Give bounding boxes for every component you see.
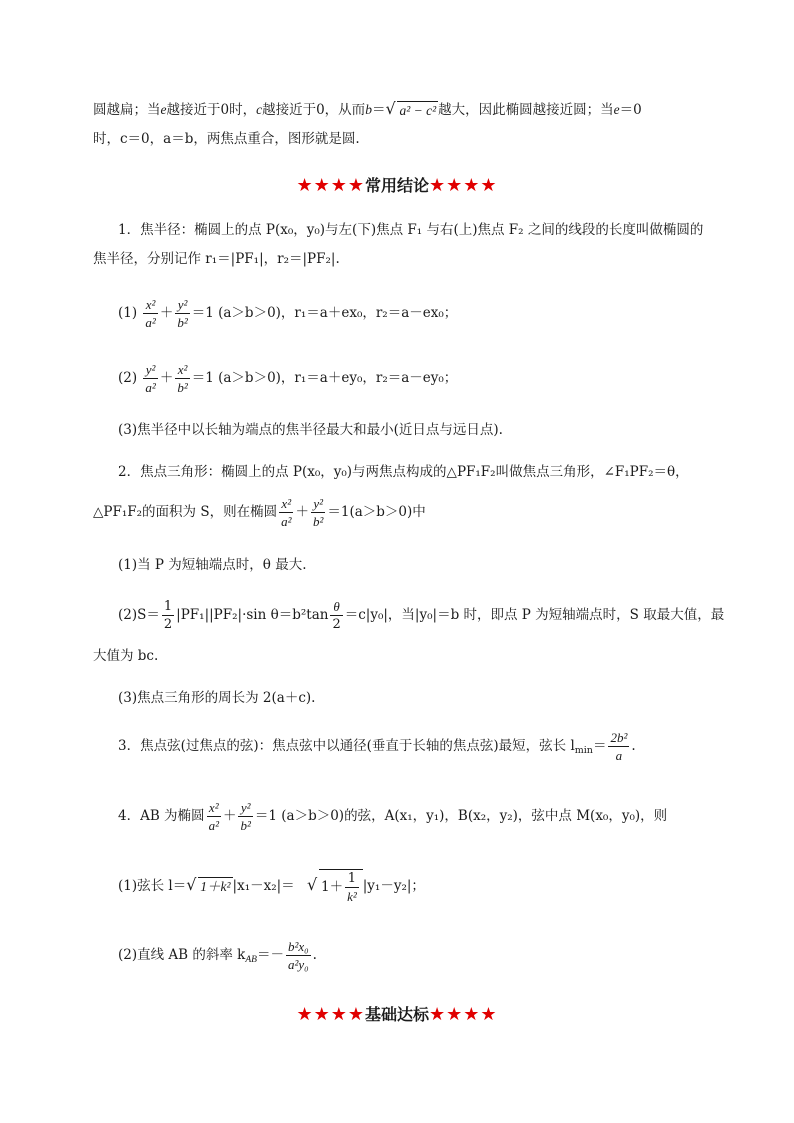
- equation-tail: ＝1 (a＞b＞0)，r₁＝a＋ex₀，r₂＝a－ex₀；: [191, 305, 458, 321]
- section-heading-basics: [0, 1002, 794, 1025]
- equals-sign: ＝: [371, 102, 386, 118]
- heading-text: 基础达标: [364, 1005, 429, 1024]
- fraction: $\frac{\theta}{2}$: [332, 599, 341, 632]
- intro-text: 圆越扁；当: [93, 102, 161, 118]
- fraction: $\frac{\text{y²}}{\text{b²}}$: [240, 800, 251, 833]
- star-icon: ★★★★: [429, 1004, 498, 1025]
- var-c: c: [256, 102, 263, 117]
- item1-part2: (2) $\frac{\text{y²}}{\text{a²}}$ ＋ $\frac{\text{x²}}{\text{b²}}$ ＝1 (a＞b＞0)，r₁＝a＋ey₀，r₂＝a－ey₀；: [118, 362, 458, 395]
- star-icon: ★★★★: [296, 1004, 365, 1025]
- section-heading-conclusions: [0, 173, 794, 196]
- var-e: e: [613, 102, 620, 117]
- item1-part3: (3)焦半径中以长轴为端点的焦半径最大和最小(近日点与远日点).: [118, 422, 503, 438]
- intro-line-1: [93, 100, 642, 121]
- sqrt-expression: √ 1＋ $\frac{1}{\text{k²}}$: [307, 867, 363, 907]
- item4-line: 4．AB 为椭圆 $\frac{\text{x²}}{\text{a²}}$ ＋ $\frac{\text{y²}}{\text{b²}}$ ＝1 (a＞b＞0)的弦，A(x₁，y₁)，B(x₂，y₂)，弦中点 M(x₀，y₀)，则: [118, 800, 668, 833]
- fraction: $\frac{\text{y²}}{\text{b²}}$: [312, 496, 324, 529]
- star-icon: ★★★★: [429, 175, 498, 196]
- sqrt-expression: √ 1＋k²: [186, 867, 232, 907]
- fraction: $\frac{\text{b²x₀}}{\text{a²y₀}}$: [287, 939, 309, 972]
- item2-part1: (1)当 P 为短轴端点时，θ 最大.: [118, 557, 307, 573]
- fraction: $\frac{\text{y²}}{\text{a²}}$: [145, 362, 156, 395]
- fraction: $\frac{\text{x²}}{\text{a²}}$: [145, 297, 156, 330]
- radicand: a² − c²: [399, 102, 437, 118]
- fraction: $\frac{\text{x²}}{\text{a²}}$: [208, 800, 219, 833]
- item2-line1: 2．焦点三角形：椭圆上的点 P(x₀，y₀)与两焦点构成的△PF₁F₂叫做焦点三角形，∠F₁PF₂＝θ，: [118, 464, 689, 480]
- heading-text: 常用结论: [364, 176, 429, 195]
- intro-text: 越大，因此椭圆越接近圆；当: [438, 102, 614, 118]
- item1-line1: 1．焦半径：椭圆上的点 P(x₀，y₀)与左(下)焦点 F₁ 与右(上)焦点 F₂ 之间的线段的长度叫做椭圆的: [118, 222, 704, 238]
- var-e: e: [160, 102, 167, 117]
- fraction: $\frac{\text{y²}}{\text{b²}}$: [177, 297, 188, 330]
- fraction: $\frac{1}{\text{k²}}$: [347, 870, 357, 904]
- part-label: (1): [118, 305, 138, 321]
- item4-part2: (2)直线 AB 的斜率 $k_{AB}=-$ $\frac{\text{b²x₀}}{\text{a²y₀}}$ .: [118, 939, 317, 972]
- intro-text: 越接近于0，从而: [262, 102, 366, 118]
- sqrt-expression: [385, 101, 438, 121]
- intro-text: ＝0: [619, 102, 642, 118]
- item2-line2: △PF₁F₂的面积为 S，则在椭圆 $\frac{\text{x²}}{\text{a²}}$ ＋ $\frac{\text{y²}}{\text{b²}}$ ＝1(a＞b＞0)中: [93, 496, 426, 529]
- star-icon: ★★★★: [296, 175, 365, 196]
- part-label: (2): [118, 370, 138, 386]
- item4-part1: (1)弦长 l＝√ 1＋k² |x₁－x₂|＝ √ 1＋ $\frac{1}{\text{k²}}$ |y₁－y₂|；: [118, 866, 425, 907]
- equation-tail: ＝1 (a＞b＞0)，r₁＝a＋ey₀，r₂＝a－ey₀；: [191, 370, 458, 386]
- fraction: $\frac{\text{x²}}{\text{b²}}$: [177, 362, 188, 395]
- fraction: $\frac{1}{2}$: [163, 599, 173, 632]
- item2-part3: (3)焦点三角形的周长为 2(a＋c).: [118, 690, 316, 706]
- item1-part1: (1) $\frac{\text{x²}}{\text{a²}}$ ＋ $\frac{\text{y²}}{\text{b²}}$ ＝1 (a＞b＞0)，r₁＝a＋ex₀，r₂＝a－ex₀；: [118, 297, 458, 330]
- intro-text: 越接近于0时，: [166, 102, 257, 118]
- fraction: $\frac{\text{x²}}{\text{a²}}$: [281, 496, 292, 529]
- item1-line2: 焦半径，分别记作 r₁＝|PF₁|，r₂＝|PF₂|.: [93, 251, 340, 267]
- item2-part2: (2)S＝ $\frac{1}{2}$ |PF₁||PF₂|·sin θ＝b²tan $\frac{\theta}{2}$ ＝c|y₀|，当|y₀|＝b 时，即点 P 为短轴端点时，S 取最大值，最: [118, 599, 725, 632]
- var-b: b: [365, 102, 372, 117]
- intro-line-2: 时，c＝0，a＝b，两焦点重合，图形就是圆.: [93, 131, 360, 147]
- fraction: $\frac{\text{2b²}}{a}$: [610, 730, 628, 763]
- item2-part2-cont: 大值为 bc.: [93, 648, 159, 664]
- item3-line: 3．焦点弦(过焦点的弦)：焦点弦中以通径(垂直于长轴的焦点弦)最短，弦长 $l_{min}=$ $\frac{\text{2b²}}{a}$ .: [118, 730, 636, 763]
